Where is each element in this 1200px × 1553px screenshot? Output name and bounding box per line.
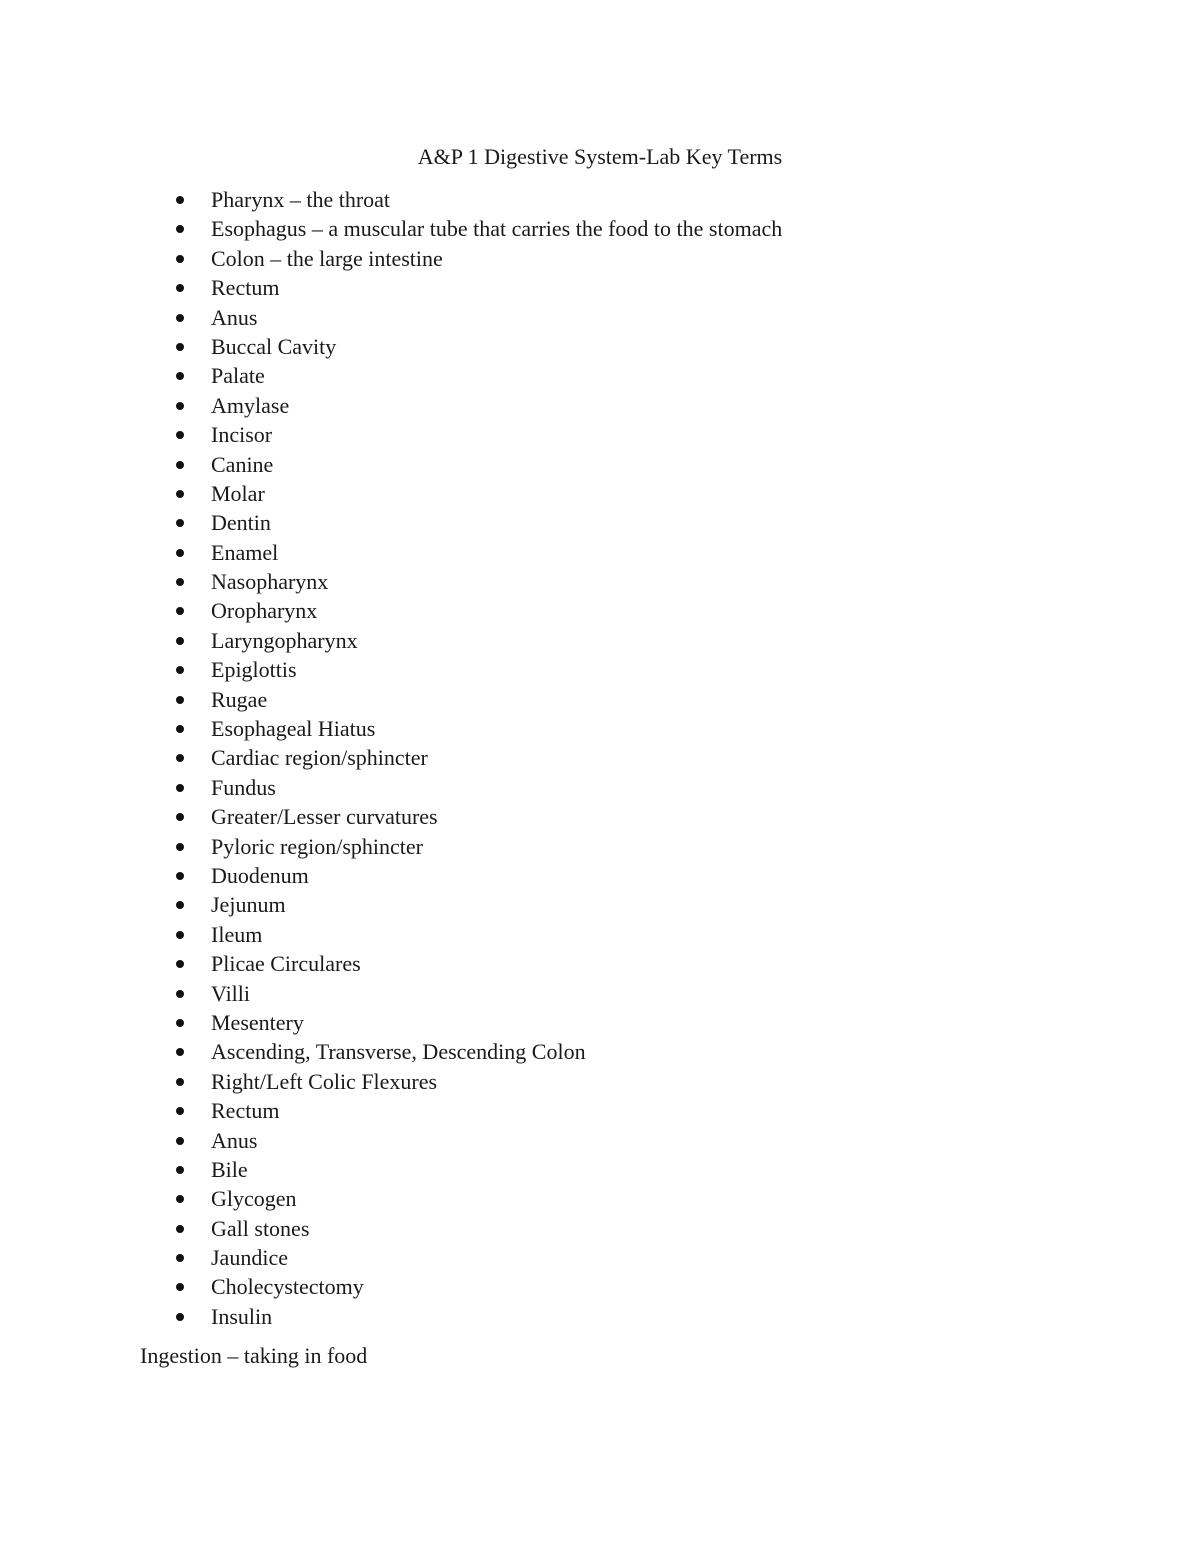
term-text: Cardiac region/sphincter — [211, 745, 428, 771]
bullet-icon — [176, 843, 184, 851]
bullet-icon — [176, 431, 184, 439]
bullet-icon — [176, 372, 184, 380]
bullet-icon — [176, 490, 184, 498]
bullet-icon — [176, 196, 184, 204]
term-text: Palate — [211, 363, 265, 389]
term-text: Rectum — [211, 1098, 280, 1124]
bullet-icon — [176, 872, 184, 880]
term-text: Ascending, Transverse, Descending Colon — [211, 1039, 586, 1065]
bullet-icon — [176, 901, 184, 909]
bullet-icon — [176, 1254, 184, 1262]
term-text: Amylase — [211, 392, 290, 418]
term-text: Nasopharynx — [211, 569, 329, 595]
term-text: Bile — [211, 1156, 248, 1182]
term-text: Ileum — [211, 921, 263, 947]
term-text: Molar — [211, 480, 265, 506]
bullet-icon — [176, 666, 184, 674]
term-text: Anus — [211, 1127, 258, 1153]
term-text: Pyloric region/sphincter — [211, 833, 424, 859]
bullet-icon — [176, 1137, 184, 1145]
bullet-icon — [176, 1283, 184, 1291]
bullet-icon — [176, 343, 184, 351]
bullet-icon — [176, 696, 184, 704]
bullet-icon — [176, 225, 184, 233]
term-text: Cholecystectomy — [211, 1274, 364, 1300]
document-title: A&P 1 Digestive System-Lab Key Terms — [417, 144, 783, 169]
bullet-icon — [176, 784, 184, 792]
term-text: Esophageal Hiatus — [211, 716, 376, 742]
bullet-icon — [176, 725, 184, 733]
term-text: Esophagus – a muscular tube that carries the food to the stomach — [211, 216, 783, 242]
bullet-icon — [176, 607, 184, 615]
term-text: Rugae — [211, 686, 268, 712]
term-text: Greater/Lesser curvatures — [211, 804, 438, 830]
term-text: Duodenum — [211, 862, 309, 888]
term-text: Enamel — [211, 539, 279, 565]
ingestion-definition: Ingestion – taking in food — [140, 1343, 368, 1368]
term-text: Canine — [211, 451, 274, 477]
bullet-icon — [176, 314, 184, 322]
term-text: Fundus — [211, 774, 276, 800]
bullet-icon — [176, 1313, 184, 1321]
term-text: Dentin — [211, 510, 271, 536]
term-text: Jejunum — [211, 892, 286, 918]
bullet-icon — [176, 578, 184, 586]
bullet-icon — [176, 255, 184, 263]
term-text: Jaundice — [211, 1245, 288, 1271]
bullet-icon — [176, 402, 184, 410]
term-text: Glycogen — [211, 1186, 297, 1212]
term-text: Rectum — [211, 275, 280, 301]
bullet-icon — [176, 1048, 184, 1056]
bullet-icon — [176, 960, 184, 968]
bullet-icon — [176, 931, 184, 939]
bullet-icon — [176, 637, 184, 645]
bullet-icon — [176, 1107, 184, 1115]
bullet-icon — [176, 1166, 184, 1174]
bullet-icon — [176, 990, 184, 998]
term-text: Laryngopharynx — [211, 627, 358, 653]
bullet-icon — [176, 1078, 184, 1086]
bullet-icon — [176, 549, 184, 557]
term-text: Oropharynx — [211, 598, 318, 624]
bullet-icon — [176, 1195, 184, 1203]
bullet-icon — [176, 519, 184, 527]
term-text: Incisor — [211, 422, 273, 448]
term-text: Anus — [211, 304, 258, 330]
term-text: Buccal Cavity — [211, 333, 337, 359]
term-text: Gall stones — [211, 1215, 310, 1241]
term-text: Insulin — [211, 1303, 273, 1329]
term-text: Colon – the large intestine — [211, 245, 443, 271]
bullet-icon — [176, 813, 184, 821]
term-text: Pharynx – the throat — [211, 187, 391, 212]
bullet-icon — [176, 1225, 184, 1233]
bullet-icon — [176, 284, 184, 292]
term-text: Plicae Circulares — [211, 951, 361, 977]
bullet-icon — [176, 461, 184, 469]
bullet-icon — [176, 754, 184, 762]
term-text: Epiglottis — [211, 657, 297, 683]
term-text: Villi — [211, 980, 251, 1006]
term-text: Right/Left Colic Flexures — [211, 1068, 438, 1094]
term-text: Mesentery — [211, 1009, 304, 1035]
bullet-icon — [176, 1019, 184, 1027]
